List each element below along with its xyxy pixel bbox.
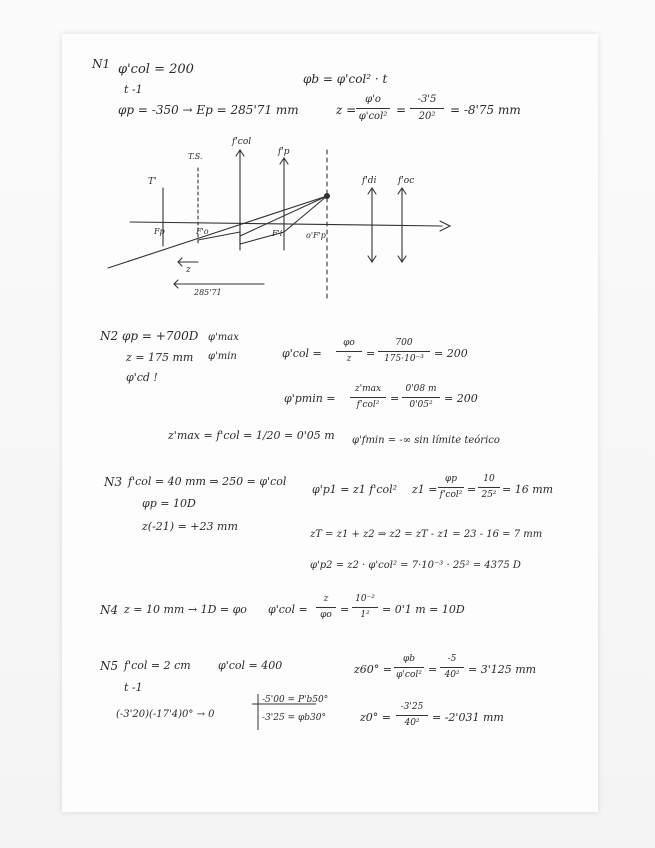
p2-g-eq: =	[390, 392, 400, 405]
diag-label-fdi: f'di	[362, 176, 377, 186]
p5-line-f: -3'25 = φb30°	[262, 713, 326, 723]
problem-4-number: N4	[100, 603, 119, 617]
p3-e-eq: =	[467, 483, 477, 496]
p4-line-a: z = 10 mm → 1D = φo	[124, 603, 247, 616]
diag-label-z: z	[186, 265, 191, 275]
p3-e-result: = 16 mm	[502, 483, 554, 496]
diag-label-OFp: o'F'p	[306, 231, 326, 240]
p5-g-bar2	[440, 667, 464, 668]
p1-eq-num: φ'o	[365, 94, 381, 105]
p1-eq-sign: =	[396, 103, 407, 117]
p4-b-den2: 1²	[360, 610, 370, 620]
p5-line-d: (-3'20)(-17'4)0° → 0	[116, 709, 215, 720]
p1-line-b: t -1	[124, 83, 143, 96]
diag-label-T: T'	[148, 177, 157, 187]
p1-eq-num2: -3'5	[417, 94, 437, 105]
p2-f-eq: =	[366, 347, 376, 360]
p3-line-c: z(-21) = +23 mm	[142, 520, 238, 533]
p3-line-d: φ'p1 = z1 f'col²	[312, 483, 398, 496]
p5-g-den: φ'col²	[396, 670, 422, 680]
p2-line-d: φ'max	[208, 332, 239, 343]
p5-line-c: t -1	[124, 681, 143, 694]
p3-e-den2: 25²	[481, 490, 497, 500]
p3-line-g: φ'p2 = z2 · φ'col² = 7·10⁻³ · 25² = 4375 D	[310, 560, 521, 571]
p5-h-num: -3'25	[400, 702, 424, 712]
p1-line-a: φ'col = 200	[118, 62, 194, 77]
p2-g-num2: 0'08 m	[405, 384, 437, 394]
p2-line-a: φp = +700D	[122, 329, 199, 343]
p1-eq-den: φ'col²	[358, 111, 388, 122]
diag-label-Fi: F'i	[272, 229, 283, 238]
p2-line-c: φ'cd !	[126, 371, 158, 384]
diag-label-foc: f'oc	[398, 176, 415, 186]
p5-g-den2: 40²	[444, 670, 460, 680]
p3-line-f: zT = z1 + z2 ⇒ z2 = zT - z1 = 23 - 16 = 7 mm	[310, 529, 543, 540]
p2-f-den: z	[346, 354, 352, 364]
p2-line-e: φ'min	[208, 351, 237, 362]
p4-b-result: = 0'1 m = 10D	[382, 603, 465, 616]
diag-label-Fo: F'o	[196, 227, 209, 236]
p5-g-result: = 3'125 mm	[468, 663, 537, 676]
p5-h-result: = -2'031 mm	[432, 711, 504, 724]
p2-f-num2: 700	[395, 338, 413, 348]
p1-line-d: φb = φ'col² · t	[303, 72, 388, 86]
diag-label-distance: 285'71	[194, 288, 222, 297]
p1-line-c: φp = -350 → Ep = 285'71 mm	[118, 103, 299, 117]
p2-g-den: f'col²	[356, 400, 380, 410]
p5-line-a: f'col = 2 cm	[124, 659, 191, 672]
p5-h-label: z0° =	[360, 711, 392, 724]
p1-eq-result: = -8'75 mm	[450, 103, 521, 117]
problem-3-number: N3	[104, 475, 123, 489]
p5-g-num: φb	[402, 654, 416, 664]
p5-h-den: 40²	[404, 718, 420, 728]
p2-f-den2: 175·10⁻³	[384, 354, 424, 364]
p3-e-label: z1 =	[412, 483, 438, 496]
p1-eq-den2: 20²	[418, 111, 436, 122]
p2-g-label: φ'pmin =	[284, 392, 336, 405]
p4-b-num2: 10⁻²	[355, 594, 375, 604]
p2-line-h: z'max = f'col = 1/20 = 0'05 m	[168, 429, 335, 442]
p3-line-a: f'col = 40 mm ⇒ 250 = φ'col	[128, 475, 287, 488]
diag-label-fcol: f'col	[232, 137, 252, 147]
p2-g-num: z'max	[354, 384, 382, 394]
p5-line-b: φ'col = 400	[218, 659, 283, 672]
diag-label-fp: f'p	[278, 147, 290, 157]
p2-line-i: φ'fmin = -∞ sin límite teórico	[352, 435, 500, 446]
p3-e-den: f'col²	[439, 490, 463, 500]
diag-label-TS: T.S.	[188, 152, 203, 161]
p2-g-result: = 200	[444, 392, 478, 405]
p2-f-result: = 200	[434, 347, 468, 360]
p3-e-num: φp	[444, 474, 458, 484]
p3-line-b: φp = 10D	[142, 497, 196, 510]
p2-line-b: z = 175 mm	[126, 351, 194, 364]
p5-line-e: -5'00 = P'b50°	[262, 695, 329, 705]
p1-eq-label: z =	[336, 103, 357, 117]
p5-g-label: z60° =	[354, 663, 393, 676]
problem-1-number: N1	[92, 57, 111, 71]
p4-b-eq: =	[340, 603, 350, 616]
p5-g-eq: =	[428, 663, 438, 676]
p3-e-num2: 10	[483, 474, 495, 484]
p4-b-label: φ'col =	[268, 603, 308, 616]
diag-label-Fp: Fp	[154, 227, 165, 236]
p2-g-den2: 0'05²	[409, 400, 433, 410]
p2-formula-label: φ'col =	[282, 347, 322, 360]
problem-5-number: N5	[100, 659, 119, 673]
p5-g-num2: -5	[447, 654, 457, 664]
problem-2-number: N2	[100, 329, 119, 343]
p4-b-num: z	[323, 594, 329, 604]
p5-g-bar	[394, 667, 424, 668]
p5-h-bar	[396, 715, 428, 716]
p4-b-den: φo	[320, 610, 332, 620]
p2-f-num: φo	[343, 338, 355, 348]
